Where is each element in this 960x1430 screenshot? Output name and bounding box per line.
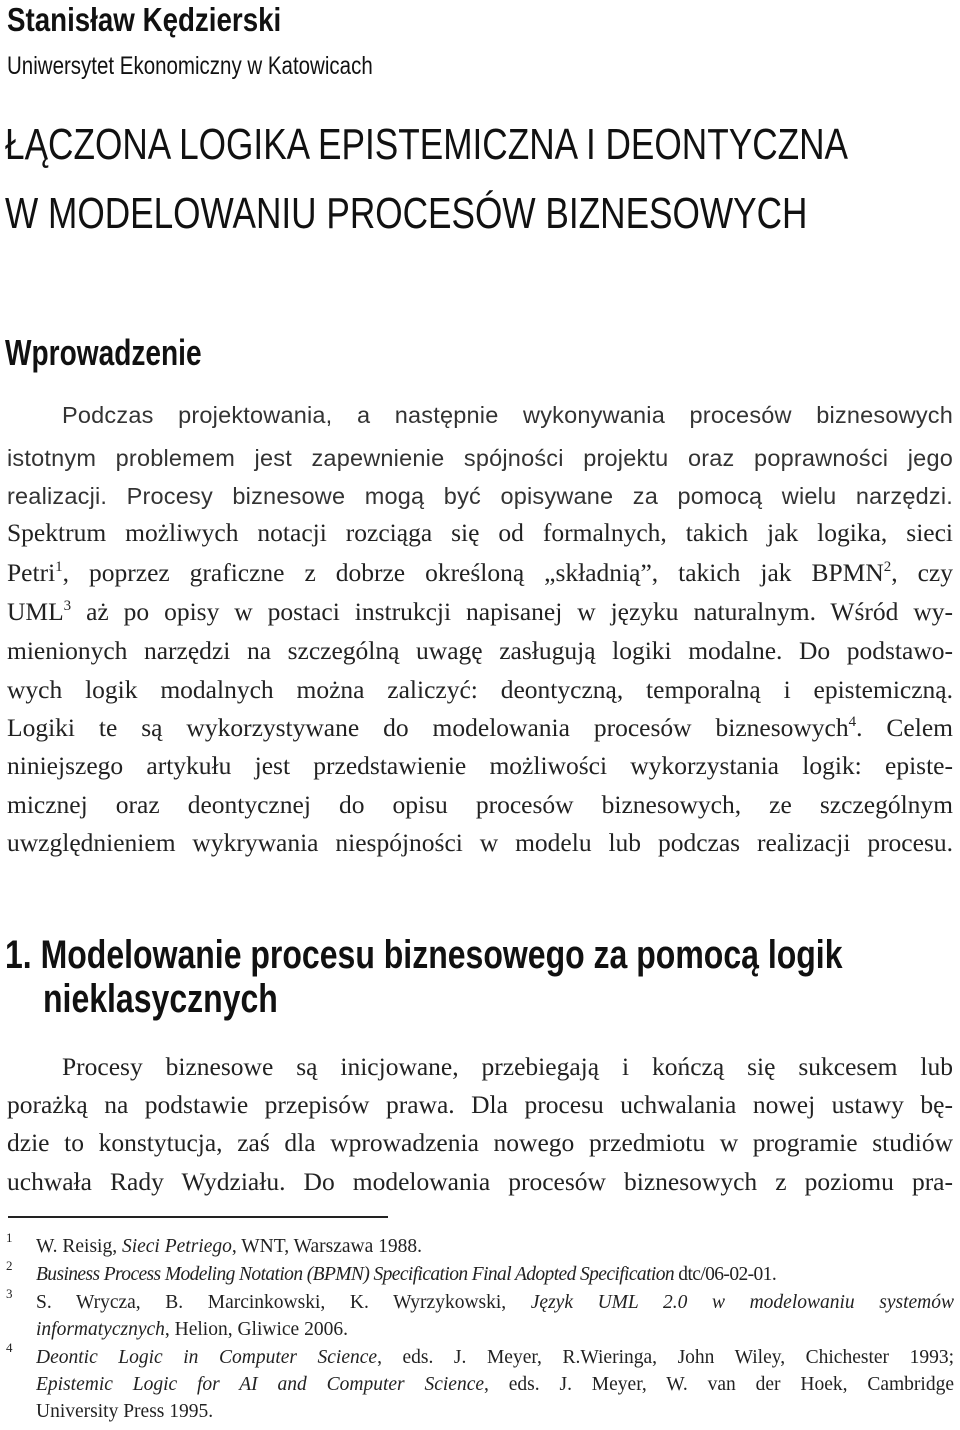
footnote-number: 2: [6, 1258, 13, 1273]
text-line: dzie to konstytucja, zaś dla wprowadzenia nowego przedmiotu w programie studiów: [7, 1128, 953, 1157]
footnote-number: 4: [6, 1340, 13, 1355]
text-line: [7, 713, 953, 750]
text-line: uchwała Rady Wydziału. Do modelowania procesów biznesowych z poziomu pra-: [7, 1167, 953, 1196]
text-line: Procesy biznesowe są inicjowane, przebiegają i kończą się sukcesem lub: [62, 1052, 953, 1081]
text-line: uwzględnieniem wykrywania niespójności w modelu lub podczas realizacji procesu.: [7, 828, 953, 857]
text-line: realizacji. Procesy biznesowe mogą być opisywane za pomocą wielu narzędzi.: [7, 483, 953, 509]
text-line: mienionych narzędzi na szczególną uwagę zasługują logiki modalne. Do podstawo-: [7, 636, 953, 665]
text-line: istotnym problemem jest zapewnienie spójności projektu oraz poprawności jego: [7, 445, 953, 471]
paper-title-line-1: ŁĄCZONA LOGIKA EPISTEMICZNA I DEONTYCZNA: [5, 120, 849, 169]
text-line: micznej oraz deontycznej do opisu procesów biznesowych, ze szczególnym: [7, 790, 953, 819]
footnote-3: [36, 1292, 954, 1319]
section-heading-1-cont: nieklasycznych: [43, 977, 278, 1021]
footnote-ref-1[interactable]: 1: [55, 559, 63, 575]
author-name: Stanisław Kędzierski: [7, 1, 282, 38]
footnote-ref-4[interactable]: 4: [848, 714, 857, 730]
author-affiliation: Uniwersytet Ekonomiczny w Katowicach: [7, 52, 373, 80]
footnote-1: [36, 1236, 954, 1263]
text-line: wych logik modalnych można zaliczyć: deontyczną, temporalną i epistemiczną.: [7, 675, 953, 704]
text-span: UML: [7, 597, 64, 626]
text-span: Epistemic Logic for AI and Computer Science: [36, 1374, 485, 1395]
text-span: , WNT, Warszawa 1988.: [231, 1236, 422, 1257]
text-span: dtc/06-02-01.: [674, 1264, 777, 1285]
footnote-4: [36, 1347, 954, 1374]
footnote-4-end: University Press 1995.: [36, 1401, 214, 1422]
footnote-number: 3: [6, 1286, 13, 1301]
footnote-4-cont: [36, 1374, 954, 1401]
text-span: . Celem: [856, 713, 953, 742]
text-span: , czy: [891, 558, 953, 587]
text-span: Logiki te są wykorzystywane do modelowania procesów biznesowych: [7, 713, 849, 742]
text-span: aż po opisy w postaci instrukcji napisanej w języku naturalnym. Wśród wy-: [71, 597, 953, 626]
intro-heading: Wprowadzenie: [5, 332, 202, 373]
text-span: informatycznych: [36, 1319, 165, 1340]
footnote-2: [36, 1264, 954, 1291]
paper-title-line-2: W MODELOWANIU PROCESÓW BIZNESOWYCH: [5, 189, 808, 238]
footnote-divider: [8, 1216, 388, 1218]
text-span: Język UML 2.0 w modelowaniu systemów: [530, 1292, 954, 1313]
footnote-ref-2[interactable]: 2: [883, 559, 892, 575]
text-line: Podczas projektowania, a następnie wykonywania procesów biznesowych: [62, 402, 953, 428]
footnote-ref-3[interactable]: 3: [63, 598, 72, 614]
text-line: Spektrum możliwych notacji rozciąga się od formalnych, takich jak logika, sieci: [7, 518, 953, 547]
text-span: , poprzez graficzne z dobrze określoną „składnią”, takich jak BPMN: [62, 558, 884, 587]
text-span: Deontic Logic in Computer Science: [36, 1347, 378, 1368]
text-span: Sieci Petriego: [121, 1236, 232, 1257]
section-heading-1: 1. Modelowanie procesu biznesowego za pomocą logik: [5, 933, 843, 977]
text-span: Business Process Modeling Notation (BPMN) Specification Final Adopted Specification: [36, 1264, 675, 1285]
text-span: , eds. J. Meyer, W. van der Hoek, Cambridge: [484, 1374, 954, 1395]
text-span: Petri: [7, 558, 56, 587]
text-span: , Helion, Gliwice 2006.: [164, 1319, 348, 1340]
text-line: [7, 558, 953, 595]
text-span: W. Reisig,: [36, 1236, 122, 1257]
text-line: niniejszego artykułu jest przedstawienie możliwości wykorzystania logik: episte-: [7, 751, 953, 780]
text-span: , eds. J. Meyer, R.Wieringa, John Wiley, Chichester 1993;: [377, 1347, 954, 1368]
text-line: [7, 597, 953, 634]
footnote-3-cont: [36, 1319, 954, 1346]
text-line: porażką na podstawie przepisów prawa. Dla procesu uchwalania nowej ustawy bę-: [7, 1090, 953, 1119]
footnote-number: 1: [6, 1230, 13, 1245]
text-span: S. Wrycza, B. Marcinkowski, K. Wyrzykowski,: [36, 1292, 531, 1313]
